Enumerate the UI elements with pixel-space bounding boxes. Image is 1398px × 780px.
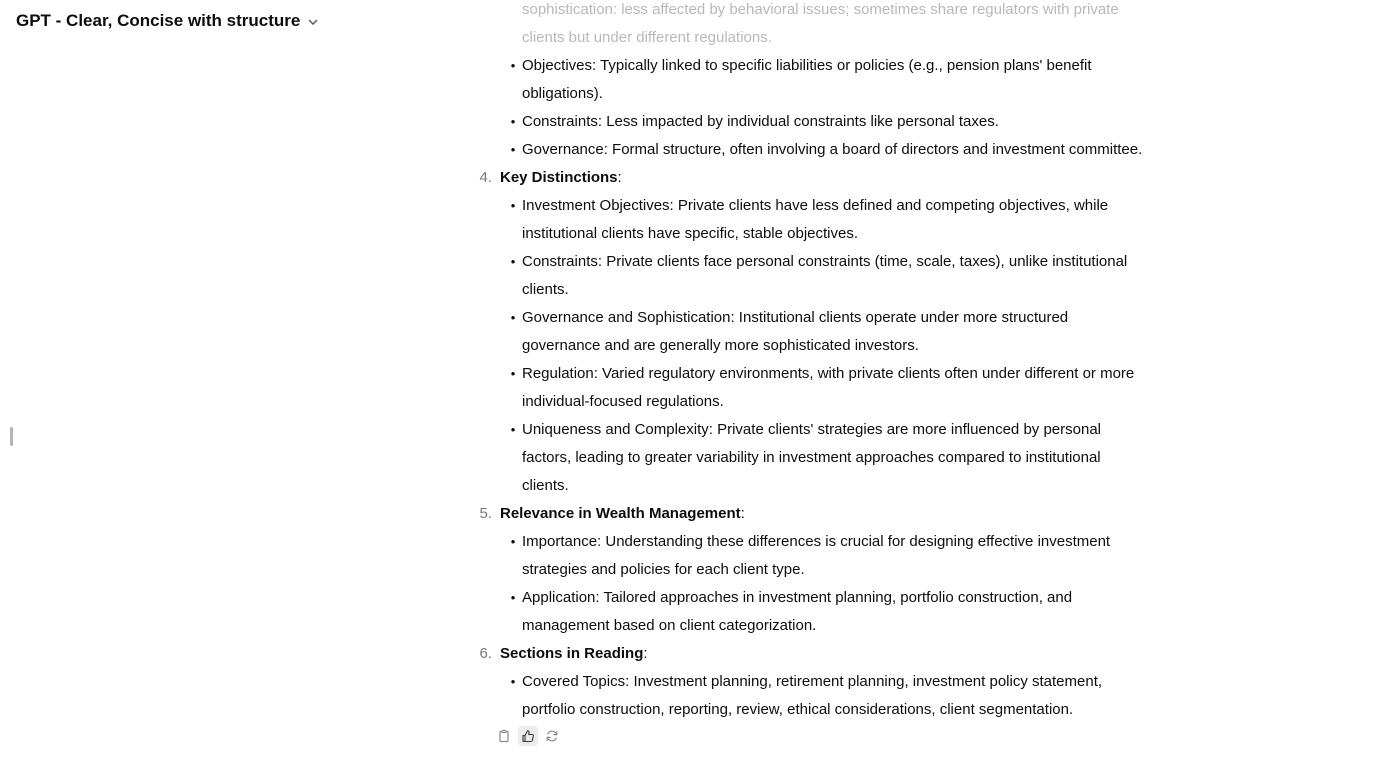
bullet-dot: • <box>510 254 516 269</box>
sidebar-toggle-handle[interactable] <box>10 427 13 446</box>
list-item <box>472 108 1202 136</box>
bullet-text: management based on client categorization. <box>522 617 817 634</box>
list-number: 6. <box>479 645 492 662</box>
bullet-dot: • <box>510 590 516 605</box>
bullet-text: Application: Tailored approaches in investment planning, portfolio construction, and <box>522 589 1073 606</box>
bullet-dot: • <box>510 534 516 549</box>
list-item <box>472 556 1202 584</box>
section-heading <box>472 640 1202 668</box>
bullet-text: strategies and policies for each client type. <box>522 561 805 578</box>
section-title: Sections in Reading <box>500 645 644 662</box>
list-item <box>472 388 1202 416</box>
chevron-down-icon <box>306 15 320 29</box>
bullet-text: factors, leading to greater variability in investment approaches compared to institutional <box>522 449 1101 466</box>
assistant-message <box>472 0 1202 724</box>
section-title-suffix: : <box>740 505 745 522</box>
bullet-text: Constraints: Private clients face personal constraints (time, scale, taxes), unlike institutional <box>522 253 1128 270</box>
list-number: 4. <box>479 169 492 186</box>
bullet-text: Regulation: Varied regulatory environments, with private clients often under different or more <box>522 365 1135 382</box>
list-item <box>472 192 1202 220</box>
list-item <box>472 276 1202 304</box>
list-item <box>472 444 1202 472</box>
section-title: Relevance in Wealth Management <box>500 505 741 522</box>
bullet-dot: • <box>510 198 516 213</box>
model-title: GPT - Clear, Concise with structure <box>16 11 301 30</box>
list-item <box>472 612 1202 640</box>
list-item <box>472 360 1202 388</box>
bullet-text: individual-focused regulations. <box>522 393 724 410</box>
bullet-text: clients. <box>522 281 569 298</box>
list-item <box>472 668 1202 696</box>
section-title: Key Distinctions <box>500 169 618 186</box>
clipboard-icon <box>497 729 511 743</box>
bullet-text: Importance: Understanding these differences is crucial for designing effective investment <box>522 533 1111 550</box>
bullet-text: governance and are generally more sophisticated investors. <box>522 337 919 354</box>
bullet-text: clients. <box>522 477 569 494</box>
bullet-dot: • <box>510 366 516 381</box>
thumbs-up-icon <box>521 729 535 743</box>
section-title-suffix: : <box>617 169 622 186</box>
like-button[interactable] <box>518 726 538 746</box>
list-item <box>472 696 1202 724</box>
bullet-text: Governance and Sophistication: Institutional clients operate under more structured <box>522 309 1069 326</box>
bullet-dot: • <box>510 114 516 129</box>
list-item <box>472 472 1202 500</box>
bullet-dot: • <box>510 58 516 73</box>
bullet-dot: • <box>510 422 516 437</box>
bullet-text: sophistication: less affected by behavioral issues; sometimes share regulators with private <box>522 1 1119 18</box>
section-title-suffix: : <box>643 645 648 662</box>
bullet-text: Objectives: Typically linked to specific liabilities or policies (e.g., pension plans' benefit <box>522 57 1092 74</box>
bullet-text: institutional clients have specific, stable objectives. <box>522 225 859 242</box>
faded-text-line <box>472 24 1202 52</box>
list-item <box>472 528 1202 556</box>
list-item <box>472 304 1202 332</box>
list-item <box>472 220 1202 248</box>
refresh-icon <box>545 729 559 743</box>
faded-text-line <box>472 0 1202 24</box>
message-actions <box>494 726 562 746</box>
list-item <box>472 136 1202 164</box>
list-item <box>472 416 1202 444</box>
section-heading <box>472 500 1202 528</box>
bullet-text: clients but under different regulations. <box>522 29 772 46</box>
bullet-text: Governance: Formal structure, often involving a board of directors and investment committee. <box>522 141 1143 158</box>
model-selector[interactable] <box>16 11 320 31</box>
bullet-text: obligations). <box>522 85 603 102</box>
list-item <box>472 248 1202 276</box>
copy-button[interactable] <box>494 726 514 746</box>
regenerate-button[interactable] <box>542 726 562 746</box>
bullet-dot: • <box>510 310 516 325</box>
list-item <box>472 80 1202 108</box>
list-item <box>472 584 1202 612</box>
bullet-dot: • <box>510 142 516 157</box>
list-number: 5. <box>479 505 492 522</box>
bullet-text: Covered Topics: Investment planning, retirement planning, investment policy statement, <box>522 673 1103 690</box>
bullet-text: Uniqueness and Complexity: Private clients' strategies are more influenced by personal <box>522 421 1101 438</box>
list-item <box>472 332 1202 360</box>
bullet-text: Constraints: Less impacted by individual constraints like personal taxes. <box>522 113 999 130</box>
list-item <box>472 52 1202 80</box>
bullet-text: Investment Objectives: Private clients have less defined and competing objectives, while <box>522 197 1109 214</box>
bullet-dot: • <box>510 674 516 689</box>
bullet-text: portfolio construction, reporting, review, ethical considerations, client segmentation. <box>522 701 1074 718</box>
section-heading <box>472 164 1202 192</box>
